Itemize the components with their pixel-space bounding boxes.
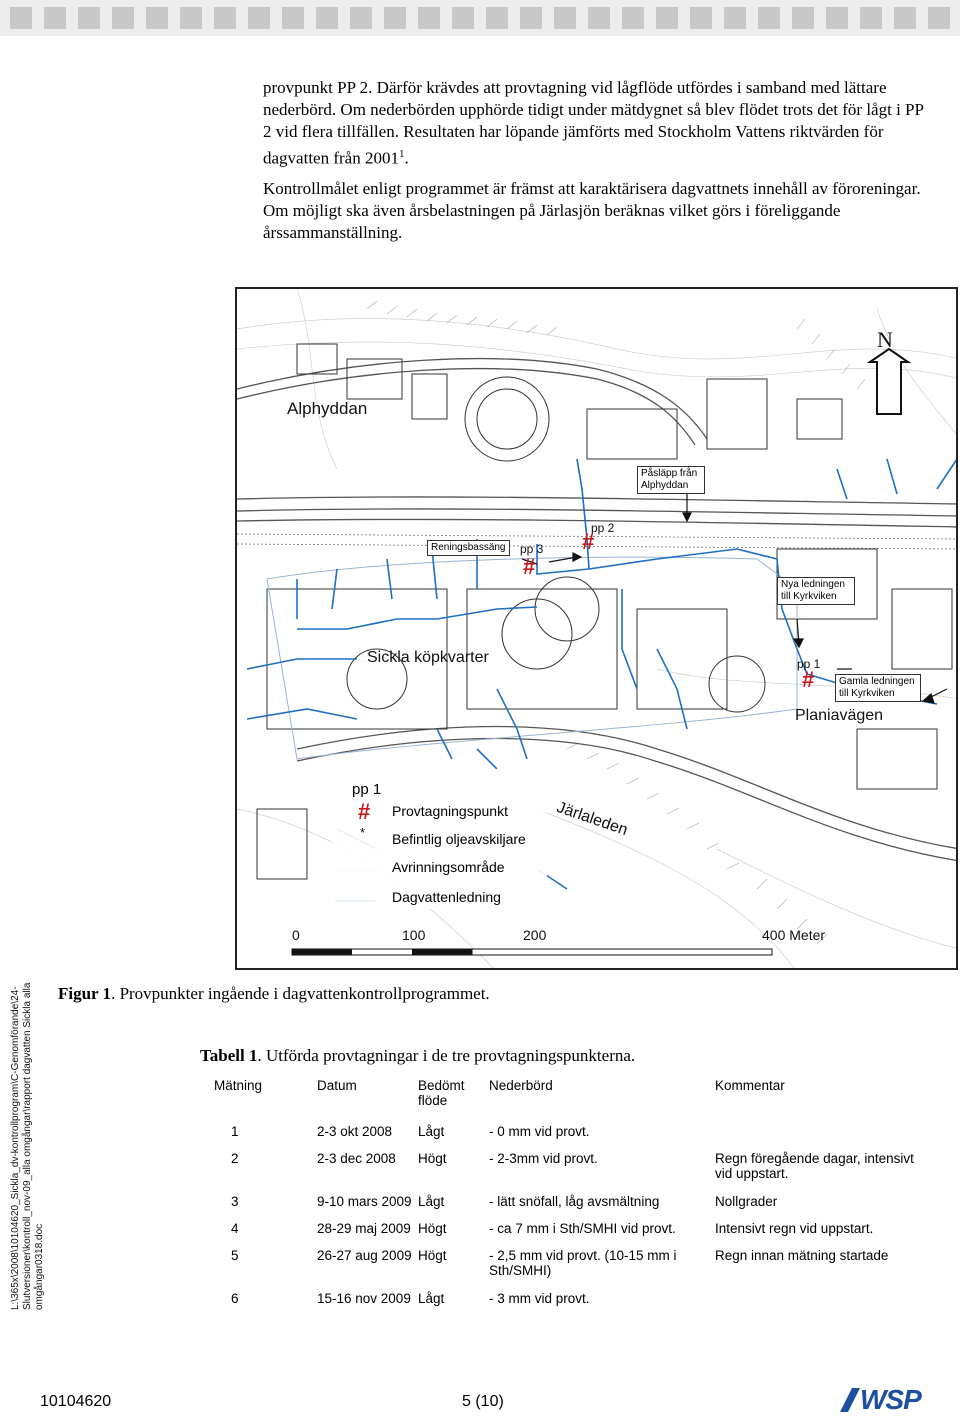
bar-square — [792, 7, 814, 29]
figure-label: Figur 1 — [58, 984, 112, 1003]
label-reningsbassang: Reningsbassäng — [427, 540, 510, 556]
table-row — [200, 1221, 930, 1248]
label-alphyddan: Alphyddan — [287, 399, 368, 418]
cell-nederbord: - lätt snöfall, låg avsmältning — [489, 1194, 660, 1209]
bar-square — [554, 7, 576, 29]
cell-nederbord: - 3 mm vid provt. — [489, 1291, 590, 1306]
pp1-marker-icon[interactable]: # — [802, 667, 815, 692]
footer-doc-number: 10104620 — [40, 1393, 112, 1410]
sampling-table — [200, 1078, 930, 1318]
bar-square — [622, 7, 644, 29]
sidebar-file-path: L:\365x\2008\10104620_Sickla_dv-kontrollprogram\C-Genomförande\24-Slutversioner\kontroll_nov-09_alla omgångar\rapport dagvatten Sickla alla omgångar0318.doc — [10, 982, 45, 1310]
top-decorative-bar — [0, 0, 960, 36]
bar-square — [724, 7, 746, 29]
table-label: Tabell 1 — [200, 1046, 258, 1065]
body-paragraph-2: Kontrollmålet enligt programmet är främst att karaktärisera dagvattnets innehåll av föroreningar. Om möjligt ska även årsbelastningen på Järlasjön beräknas vilket görs i föreliggande årssammanställning. — [263, 179, 921, 242]
legend-provtagningspunkt: Provtagningspunkt — [392, 803, 508, 819]
label-pasläpp: Påsläpp från Alphyddan — [637, 466, 705, 494]
table-row — [200, 1124, 930, 1151]
legend-pp-label: pp 1 — [352, 781, 382, 798]
cell-flode: Lågt — [418, 1124, 445, 1139]
cell-nederbord: - 0 mm vid provt. — [489, 1124, 590, 1139]
table-row — [200, 1248, 930, 1291]
bar-square — [826, 7, 848, 29]
legend-separator-icon: * — [360, 825, 366, 840]
bar-square — [758, 7, 780, 29]
body-paragraph-1 — [263, 77, 928, 170]
bar-square — [146, 7, 168, 29]
cell-datum: 26-27 aug 2009 — [317, 1248, 412, 1263]
legend-avrinningsomrade: Avrinningsområde — [392, 859, 505, 875]
label-gamla-ledningen: Gamla ledningen till Kyrkviken — [835, 674, 921, 702]
wsp-logo-mark-icon — [838, 1382, 862, 1416]
bar-square — [418, 7, 440, 29]
bar-square — [248, 7, 270, 29]
north-label: N — [877, 327, 893, 352]
bar-square — [78, 7, 100, 29]
table-row — [200, 1151, 930, 1194]
cell-flode: Lågt — [418, 1194, 445, 1209]
bar-square — [588, 7, 610, 29]
cell-matning: 6 — [231, 1291, 239, 1306]
cell-datum: 2-3 okt 2008 — [317, 1124, 393, 1139]
scale-tick-100: 100 — [402, 927, 426, 943]
bar-square — [350, 7, 372, 29]
map-legend — [332, 769, 547, 909]
label-sickla: Sickla köpkvarter — [367, 649, 489, 666]
label-nya-ledningen: Nya ledningen till Kyrkviken — [777, 577, 855, 605]
cell-matning: 3 — [231, 1194, 239, 1209]
legend-hash-icon: # — [358, 799, 371, 824]
wsp-logo — [838, 1382, 928, 1416]
cell-kommentar: Regn föregående dagar, intensivt vid uppstart. — [715, 1151, 914, 1181]
header-flode: Bedömt flöde — [418, 1078, 465, 1108]
table-caption — [200, 1046, 635, 1066]
paragraph-end: . — [404, 148, 409, 168]
cell-matning: 1 — [231, 1124, 239, 1139]
cell-datum: 28-29 maj 2009 — [317, 1221, 411, 1236]
header-datum: Datum — [317, 1078, 357, 1093]
cell-flode: Högt — [418, 1221, 447, 1236]
footer-page-number: 5 (10) — [462, 1393, 504, 1410]
cell-flode: Högt — [418, 1248, 447, 1263]
cell-datum: 9-10 mars 2009 — [317, 1194, 412, 1209]
label-jarlaleden: Järlaleden — [554, 799, 630, 840]
cell-kommentar: Regn innan mätning startade — [715, 1248, 889, 1263]
legend-oljeavskiljare: Befintlig oljeavskiljare — [392, 831, 526, 847]
bar-square — [282, 7, 304, 29]
cell-matning: 4 — [231, 1221, 239, 1236]
bar-square — [486, 7, 508, 29]
label-pp2: pp 2 — [591, 521, 615, 535]
pp3-marker-icon[interactable]: # — [523, 554, 536, 579]
cell-kommentar: Intensivt regn vid uppstart. — [715, 1221, 874, 1236]
table-row — [200, 1194, 930, 1221]
bar-square — [928, 7, 950, 29]
bar-square — [10, 7, 32, 29]
scale-tick-0: 0 — [292, 927, 300, 943]
north-arrow-shape — [870, 349, 908, 414]
header-kommentar: Kommentar — [715, 1078, 785, 1093]
cell-flode: Lågt — [418, 1291, 445, 1306]
figure-caption — [58, 984, 490, 1004]
table-caption-text: . Utförda provtagningar i de tre provtagningspunkterna. — [257, 1046, 636, 1065]
legend-dagvattenledning: Dagvattenledning — [392, 889, 501, 905]
bar-square — [180, 7, 202, 29]
wsp-logo-text: WSP — [860, 1384, 921, 1415]
bar-square — [520, 7, 542, 29]
label-pp3: pp 3 — [520, 542, 544, 556]
cell-flode: Högt — [418, 1151, 447, 1166]
bar-square — [384, 7, 406, 29]
bar-square — [316, 7, 338, 29]
cell-matning: 5 — [231, 1248, 239, 1263]
cell-kommentar — [715, 1124, 930, 1151]
cell-matning: 2 — [231, 1151, 239, 1166]
figure-caption-text: . Provpunkter ingående i dagvattenkontrollprogrammet. — [111, 984, 490, 1003]
bar-square — [44, 7, 66, 29]
site-map — [235, 287, 958, 970]
label-pp1-map: pp 1 — [797, 657, 821, 671]
bar-square — [452, 7, 474, 29]
label-planiavagen: Planiavägen — [795, 707, 884, 724]
scale-tick-400: 400 Meter — [762, 927, 826, 943]
pp2-marker-icon[interactable]: # — [582, 529, 595, 554]
paragraph-text: provpunkt PP 2. Därför krävdes att provtagning vid lågflöde utfördes i samband med lättare nederbörd. Om nederbörden upphörde tidigt under mätdygnet så blev flödet trots det för lågt i PP 2 vid flera tillfällen. Resultaten har löpande jämförts med Stockholm Vattens riktvärden för dagvatten från 2001 — [263, 78, 924, 168]
bar-square — [690, 7, 712, 29]
table-header-row — [200, 1078, 930, 1124]
footnote-ref[interactable]: 1 — [398, 148, 405, 160]
cell-kommentar — [715, 1291, 930, 1318]
cell-datum: 15-16 nov 2009 — [317, 1291, 411, 1306]
cell-nederbord: - 2-3mm vid provt. — [489, 1151, 598, 1166]
cell-kommentar: Nollgrader — [715, 1194, 778, 1209]
table-row — [200, 1291, 930, 1318]
cell-nederbord: - ca 7 mm i Sth/SMHI vid provt. — [489, 1221, 676, 1236]
header-nederbord: Nederbörd — [489, 1078, 553, 1093]
header-matning: Mätning — [214, 1078, 263, 1093]
bar-square — [860, 7, 882, 29]
cell-datum: 2-3 dec 2008 — [317, 1151, 396, 1166]
bar-square — [214, 7, 236, 29]
scale-bar — [292, 949, 772, 955]
bar-square — [656, 7, 678, 29]
cell-nederbord: - 2,5 mm vid provt. (10-15 mm i Sth/SMHI) — [489, 1248, 677, 1278]
bar-square — [894, 7, 916, 29]
scale-tick-200: 200 — [523, 927, 547, 943]
bar-square — [112, 7, 134, 29]
